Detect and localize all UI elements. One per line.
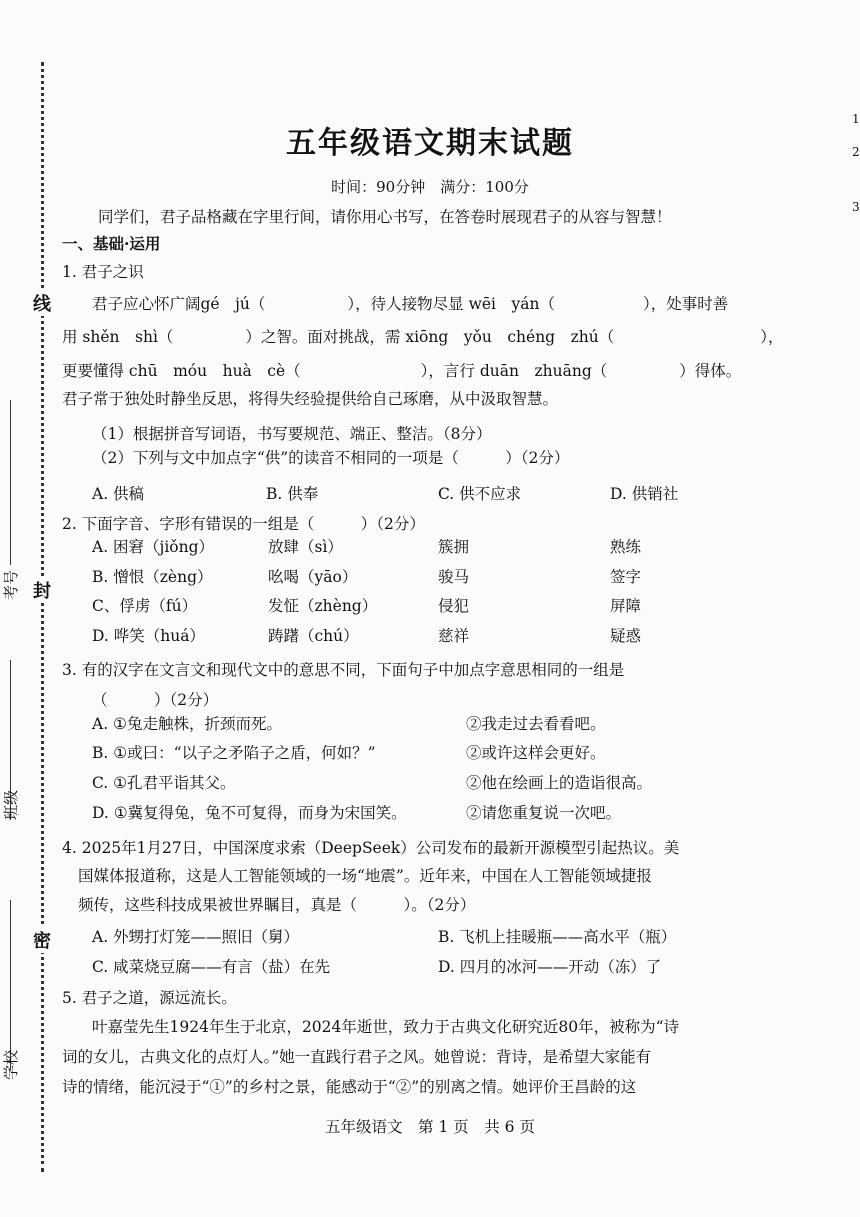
q1-line1-b: ），待人接物尽显 wēi yán（ bbox=[347, 295, 555, 313]
q4-option-b[interactable]: B. 飞机上挂暖瓶——高水平（瓶） bbox=[438, 928, 677, 946]
q2-a-4: 熟练 bbox=[610, 538, 642, 556]
page-title: 五年级语文期末试题 bbox=[286, 126, 574, 161]
q3-d-2: ②请您重复说一次吧。 bbox=[466, 804, 622, 822]
q1-heading: 1. 君子之识 bbox=[62, 263, 144, 281]
q1-option-c[interactable]: C. 供不应求 bbox=[438, 485, 522, 503]
seal-char-secret: 密 bbox=[33, 927, 51, 953]
q1-line2 bbox=[62, 325, 784, 347]
q1-line2-b: ）之智。面对挑战，需 xiōng yǒu chéng zhú（ bbox=[245, 328, 615, 346]
q1-line2-c: ）， bbox=[760, 328, 784, 346]
q1-sub2: （2）下列与文中加点字“供”的读音不相同的一项是（ ）（2分） bbox=[92, 449, 570, 467]
page-footer: 五年级语文 第 1 页 共 6 页 bbox=[325, 1118, 535, 1136]
q2-heading: 2. 下面字音、字形有错误的一组是（ ）（2分） bbox=[62, 515, 425, 533]
edge-mark-3: 3 bbox=[852, 200, 860, 214]
q1-option-d[interactable]: D. 供销社 bbox=[610, 485, 679, 503]
binding-dotted-line bbox=[41, 62, 44, 1172]
q2-b-3: 骏马 bbox=[438, 568, 470, 586]
q2-a-3: 簇拥 bbox=[438, 538, 470, 556]
edge-mark-2: 2 bbox=[852, 145, 860, 159]
q1-line2-a: 用 shěn shì（ bbox=[62, 328, 174, 346]
class-label: 班级 bbox=[2, 789, 20, 820]
q2-c-1[interactable]: C、俘虏（fú） bbox=[92, 597, 198, 615]
q2-b-1[interactable]: B. 憎恨（zèng） bbox=[92, 568, 213, 586]
exam-number-label: 考号 bbox=[2, 569, 20, 600]
q5-heading: 5. 君子之道，源远流长。 bbox=[62, 989, 237, 1007]
q1-line3-c: ）得体。 bbox=[679, 362, 742, 380]
q2-b-4: 签字 bbox=[610, 568, 642, 586]
q3-heading: 3. 有的汉字在文言文和现代文中的意思不同，下面句子中加点字意思相同的一组是 bbox=[62, 661, 625, 679]
intro-text: 同学们，君子品格藏在字里行间，请你用心书写，在答卷时展现君子的从容与智慧！ bbox=[98, 208, 672, 226]
q2-a-1[interactable]: A. 困窘（jiǒng） bbox=[92, 538, 215, 556]
q5-para-line1: 叶嘉莹先生1924年生于北京，2024年逝世，致力于古典文化研究近80年，被称为“诗 bbox=[92, 1018, 680, 1036]
q4-option-c[interactable]: C. 咸菜烧豆腐——有言（盐）在先 bbox=[92, 958, 331, 976]
q2-d-4: 疑惑 bbox=[610, 627, 642, 645]
q2-d-2: 踌躇（chú） bbox=[268, 627, 359, 645]
q1-option-a[interactable]: A. 供稿 bbox=[92, 485, 145, 503]
q3-a-2: ②我走过去看看吧。 bbox=[466, 715, 606, 733]
q2-c-4: 屏障 bbox=[610, 597, 642, 615]
q3-a-1[interactable]: A. ①兔走触株，折颈而死。 bbox=[92, 715, 282, 733]
q4-line1: 4. 2025年1月27日，中国深度求索（DeepSeek）公司发布的最新开源模型引起热议。美 bbox=[62, 839, 680, 857]
q3-c-2: ②他在绘画上的造诣很高。 bbox=[466, 774, 653, 792]
q1-sub1: （1）根据拼音写词语，书写要规范、端正、整洁。（8分） bbox=[92, 425, 492, 443]
q2-c-2: 发怔（zhèng） bbox=[268, 597, 378, 615]
edge-mark-1: 1 bbox=[852, 112, 860, 126]
q4-line3: 频传，这些科技成果被世界瞩目，真是（ ）。（2分） bbox=[78, 896, 476, 914]
school-label: 学校 bbox=[2, 1049, 20, 1080]
section-heading: 一、基础·运用 bbox=[62, 234, 161, 253]
q1-line1 bbox=[92, 292, 728, 314]
q3-b-2: ②或许这样会更好。 bbox=[466, 744, 606, 762]
q4-option-a[interactable]: A. 外甥打灯笼——照旧（舅） bbox=[92, 928, 300, 946]
q3-heading-cont: （ ）（2分） bbox=[92, 691, 219, 709]
q3-b-1[interactable]: B. ①或曰：“以子之矛陷子之盾，何如？” bbox=[92, 744, 376, 762]
q3-c-1[interactable]: C. ①孔君平诣其父。 bbox=[92, 774, 236, 792]
q4-line2: 国媒体报道称，这是人工智能领域的一场“地震”。近年来，中国在人工智能领域捷报 bbox=[78, 867, 652, 885]
exam-number-blank[interactable] bbox=[10, 400, 11, 565]
seal-char-seal: 封 bbox=[33, 577, 51, 603]
q4-option-d[interactable]: D. 四月的冰河——开动（冻）了 bbox=[438, 958, 662, 976]
q2-d-3: 慈祥 bbox=[438, 627, 470, 645]
q1-option-b[interactable]: B. 供奉 bbox=[266, 485, 319, 503]
q1-line3 bbox=[62, 359, 741, 381]
q5-para-line3: 诗的情绪，能沉浸于“①”的乡村之景，能感动于“②”的别离之情。她评价王昌龄的这 bbox=[62, 1078, 637, 1096]
q2-c-3: 侵犯 bbox=[438, 597, 470, 615]
q3-d-1[interactable]: D. ①冀复得兔，兔不可复得，而身为宋国笑。 bbox=[92, 804, 407, 822]
q1-line1-a: 君子应心怀广阔gé jú（ bbox=[92, 295, 266, 313]
school-blank[interactable] bbox=[10, 900, 11, 1070]
exam-meta: 时间：90分钟 满分：100分 bbox=[331, 178, 529, 196]
q5-para-line2: 词的女儿，古典文化的点灯人。”她一直践行君子之风。她曾说：背诗，是希望大家能有 bbox=[62, 1048, 652, 1066]
seal-char-line: 线 bbox=[33, 290, 51, 316]
q1-line3-a: 更要懂得 chū móu huà cè（ bbox=[62, 362, 301, 380]
q2-d-1[interactable]: D. 哗笑（huá） bbox=[92, 627, 205, 645]
q2-a-2: 放肆（sì） bbox=[268, 538, 343, 556]
q1-line4: 君子常于独处时静坐反思，将得失经验提供给自己琢磨，从中汲取智慧。 bbox=[62, 390, 559, 408]
q2-b-2: 吆喝（yāo） bbox=[268, 568, 358, 586]
q1-line1-c: ），处事时善 bbox=[642, 295, 729, 313]
q1-line3-b: ），言行 duān zhuāng（ bbox=[420, 362, 608, 380]
